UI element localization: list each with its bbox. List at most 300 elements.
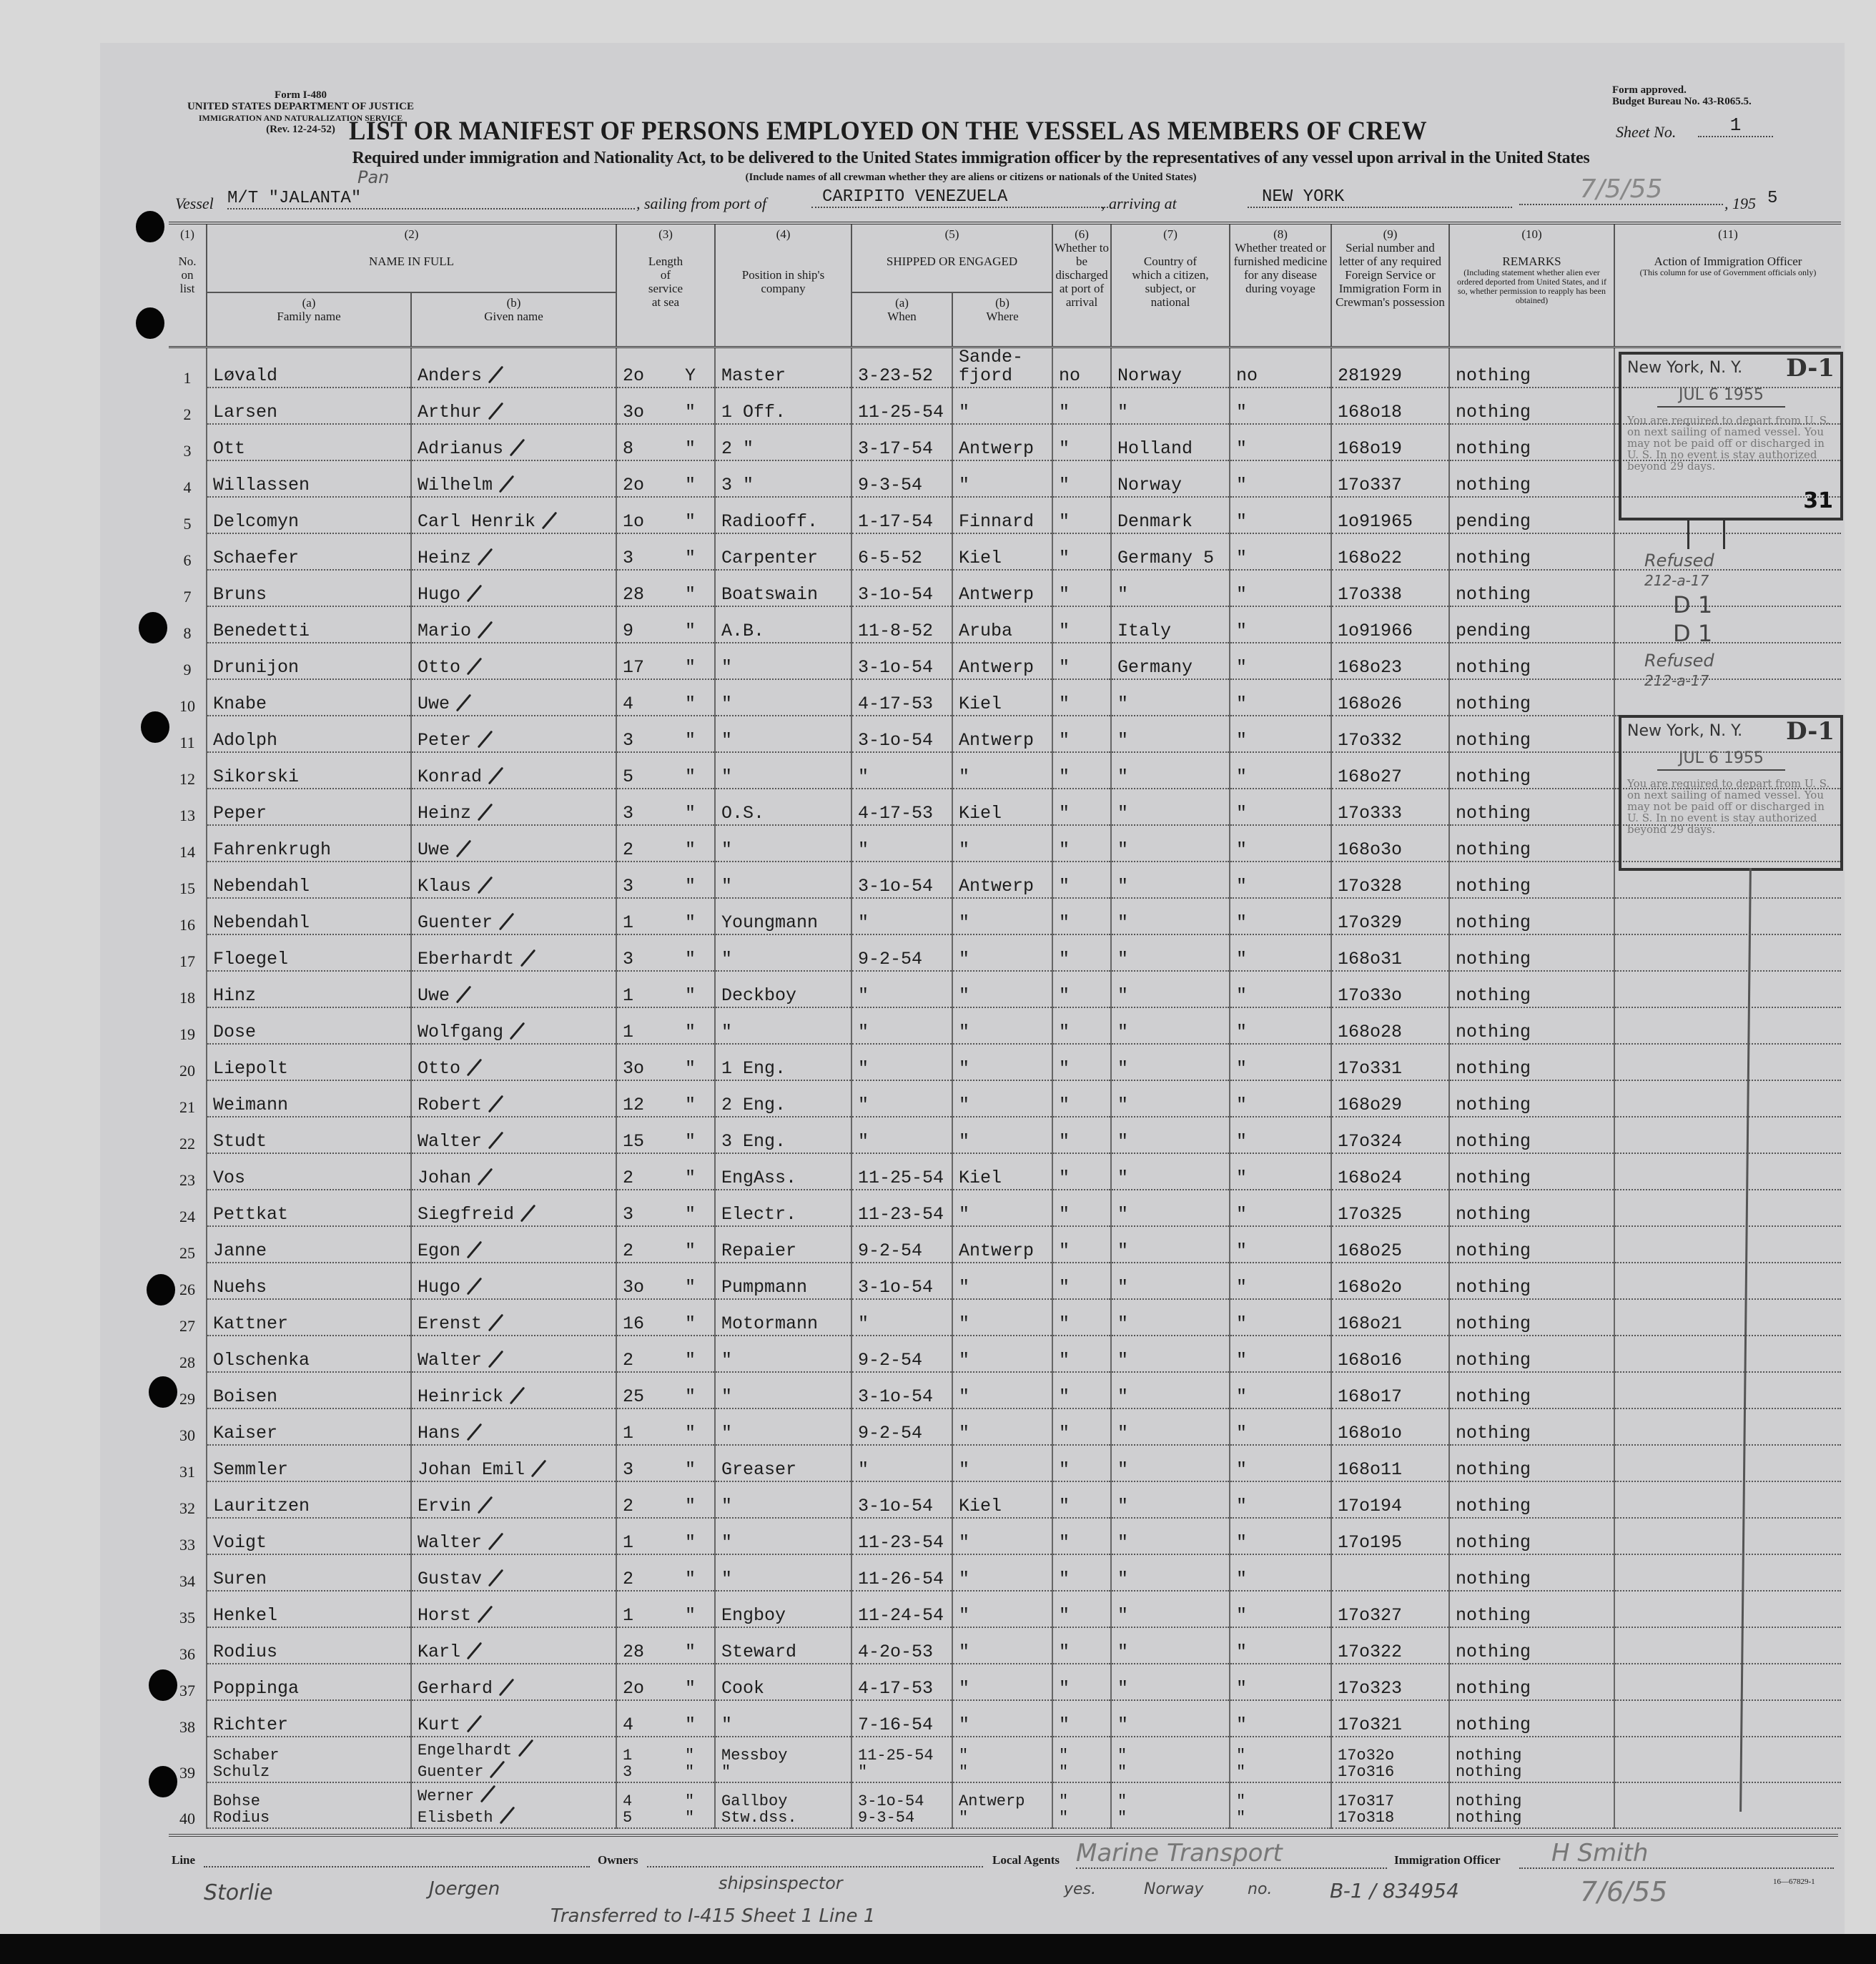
shipped-when: 11-25-54: [858, 1168, 944, 1188]
remarks: nothing: [1456, 1496, 1531, 1516]
serial-number: 168o27: [1338, 766, 1403, 787]
cell-country: [1111, 679, 1230, 716]
serial-number: 17o316: [1338, 1763, 1395, 1781]
vessel-label: Vessel: [175, 194, 214, 212]
position: ": [721, 1386, 733, 1407]
table-row: [169, 1044, 1841, 1080]
cell-position: [715, 1080, 851, 1117]
position: 1 Eng.: [721, 1058, 786, 1079]
cell-shipped-where: [952, 1700, 1052, 1737]
cell-shipped-where: [952, 1782, 1052, 1828]
instruction-note: (Include names of all crewman whether they are aliens or citizens or nationals of the United States): [745, 172, 1197, 183]
family-name: Olschenka: [213, 1350, 310, 1371]
given-name: Mario: [418, 621, 472, 641]
shipped-where: ": [959, 475, 970, 495]
cell-family-name: [207, 1263, 411, 1299]
row-number: 4: [169, 460, 207, 497]
discharged: ": [1059, 1168, 1070, 1188]
given-name: Erenst: [418, 1313, 483, 1334]
country: Norway: [1117, 475, 1183, 495]
cell-officer-action: [1614, 1554, 1841, 1591]
table-row: [169, 1336, 1841, 1372]
cell-shipped-where: [952, 643, 1052, 679]
country: ": [1117, 1277, 1129, 1298]
treated: ": [1236, 1240, 1248, 1261]
cell-country: [1111, 1591, 1230, 1627]
treated: ": [1236, 511, 1248, 532]
family-name: Studt: [213, 1131, 267, 1152]
remarks: nothing: [1456, 1423, 1531, 1444]
punch-hole: [141, 711, 169, 743]
discharged: ": [1059, 1809, 1069, 1827]
family-name: Schulz: [213, 1763, 270, 1781]
cell-shipped-where: [952, 606, 1052, 643]
shipped-when: 4-17-53: [858, 803, 934, 824]
cell-remarks: [1449, 1263, 1614, 1299]
remarks: nothing: [1456, 985, 1531, 1006]
remarks: nothing: [1456, 1022, 1531, 1042]
remarks: nothing: [1456, 1168, 1531, 1188]
position: ": [721, 694, 733, 714]
cell-shipped-when: [851, 1226, 952, 1263]
treated: ": [1236, 438, 1248, 459]
extra-position: shipsinspector: [719, 1873, 843, 1893]
treated: ": [1236, 985, 1248, 1006]
cell-family-name: [207, 825, 411, 862]
cell-shipped-where: [952, 1007, 1052, 1044]
table-row: [169, 570, 1841, 606]
cell-country: [1111, 898, 1230, 934]
cell-given-name: [411, 1372, 616, 1408]
stamp-text: You are required to depart from U. S. on next sailing of named vessel. You may not be paid off or discharged in U. S. In no event is stay authorized beyond 29 days.: [1627, 777, 1830, 836]
remarks: nothing: [1456, 548, 1531, 568]
treated: ": [1236, 1168, 1248, 1188]
cell-position: [715, 679, 851, 716]
cell-remarks: [1449, 1737, 1614, 1782]
cell-shipped-where: [952, 1481, 1052, 1518]
country: ": [1117, 949, 1129, 969]
treated: ": [1236, 402, 1248, 423]
remarks: nothing: [1456, 949, 1531, 969]
discharged: ": [1059, 1423, 1070, 1444]
given-name: Uwe: [418, 839, 450, 860]
cell-position: [715, 606, 851, 643]
treated: ": [1236, 912, 1248, 933]
row-number: 38: [169, 1700, 207, 1737]
family-name: Dose: [213, 1022, 257, 1042]
discharged: ": [1059, 548, 1070, 568]
serial-number: 17o194: [1338, 1496, 1403, 1516]
cell-shipped-where: [952, 570, 1052, 606]
cell-family-name: [207, 1481, 411, 1518]
family-name: Rodius: [213, 1642, 278, 1662]
country: ": [1117, 1809, 1127, 1827]
shipped-where: ": [959, 949, 970, 969]
cell-given-name: [411, 533, 616, 570]
check-mark-icon: [499, 1807, 515, 1825]
given-name: Heinrick: [418, 1386, 504, 1407]
shipped-when: ": [858, 912, 869, 933]
cell-country: [1111, 1445, 1230, 1481]
cell-length-of-service: [616, 1518, 715, 1554]
shipped-when: 11-23-54: [858, 1532, 944, 1553]
shipped-where: Antwerp: [959, 1240, 1035, 1261]
shipped-when: 9-2-54: [858, 949, 923, 969]
shipped-where: ": [959, 1058, 970, 1079]
table-row: [169, 1664, 1841, 1700]
check-mark-icon: [480, 1785, 496, 1803]
table-row: [169, 1627, 1841, 1664]
table-row: [169, 1080, 1841, 1117]
cell-discharged: [1052, 789, 1111, 825]
position: Stw.dss.: [721, 1809, 797, 1827]
family-name: Nebendahl: [213, 912, 310, 933]
cell-position: [715, 1153, 851, 1190]
cell-given-name: [411, 1336, 616, 1372]
position: ": [721, 1350, 733, 1371]
cell-discharged: [1052, 1226, 1111, 1263]
serial-number: 17o338: [1338, 584, 1403, 605]
table-row: [169, 1554, 1841, 1591]
punch-hole: [136, 211, 164, 242]
cell-remarks: [1449, 1518, 1614, 1554]
family-name: Løvald: [213, 365, 278, 386]
given-name: Engelhardt: [418, 1742, 513, 1760]
scan-border: [0, 1934, 1876, 1964]
service-unit: ": [685, 475, 696, 495]
shipped-when: ": [858, 985, 869, 1006]
check-mark-icon: [478, 1168, 493, 1186]
table-row: [169, 643, 1841, 679]
country: Germany: [1117, 657, 1193, 678]
cell-serial-number: [1331, 388, 1449, 424]
cell-discharged: [1052, 716, 1111, 752]
shipped-where: ": [959, 402, 970, 423]
cell-remarks: [1449, 497, 1614, 533]
cell-length-of-service: [616, 1372, 715, 1408]
cell-country: [1111, 1372, 1230, 1408]
discharged: ": [1059, 876, 1070, 897]
check-mark-icon: [467, 658, 483, 676]
cell-shipped-when: [851, 1153, 952, 1190]
position: ": [721, 1763, 731, 1781]
cell-country: [1111, 347, 1230, 388]
cell-shipped-when: [851, 1044, 952, 1080]
cell-shipped-when: [851, 347, 952, 388]
length-of-service: 5: [623, 1809, 633, 1827]
shipped-where: ": [959, 766, 970, 787]
shipped-when: ": [858, 1095, 869, 1115]
cell-given-name: [411, 1664, 616, 1700]
row-number: 35: [169, 1591, 207, 1627]
country: Germany 5: [1117, 548, 1215, 568]
shipped-when: 7-16-54: [858, 1714, 934, 1735]
cell-remarks: [1449, 460, 1614, 497]
shipped-where: Finnard: [959, 511, 1035, 532]
form-approved: Form approved.: [1612, 84, 1687, 96]
print-code: 16—67829-1: [1773, 1877, 1815, 1886]
table-row: [169, 497, 1841, 533]
length-of-service: 3: [623, 876, 634, 897]
cell-family-name: [207, 347, 411, 388]
cell-serial-number: [1331, 1554, 1449, 1591]
given-name: Werner: [418, 1787, 475, 1805]
col-length-header: (3) Length of service at sea: [616, 223, 715, 347]
family-name: Nebendahl: [213, 876, 310, 897]
position: 2 ": [721, 438, 754, 459]
table-row: [169, 789, 1841, 825]
cell-discharged: [1052, 1336, 1111, 1372]
discharged: ": [1059, 584, 1070, 605]
cell-position: [715, 388, 851, 424]
extra-given-name: Joergen: [429, 1878, 500, 1900]
length-of-service: 3o: [623, 1277, 645, 1298]
treated: ": [1236, 949, 1248, 969]
cell-position: [715, 971, 851, 1007]
table-row: [169, 1408, 1841, 1445]
treated: ": [1236, 839, 1248, 860]
position: Electr.: [721, 1204, 797, 1225]
crew-table: [169, 222, 1841, 1829]
cell-country: [1111, 1226, 1230, 1263]
family-name: Semmler: [213, 1459, 289, 1480]
cell-discharged: [1052, 971, 1111, 1007]
cell-remarks: [1449, 424, 1614, 460]
table-row: [169, 606, 1841, 643]
given-name: Elisbeth: [418, 1809, 493, 1827]
country: ": [1117, 1569, 1129, 1589]
treated: ": [1236, 1532, 1248, 1553]
annotation-refused: Refused: [1644, 551, 1714, 571]
given-name: Hugo: [418, 584, 461, 605]
check-mark-icon: [542, 512, 558, 530]
length-of-service: 15: [623, 1131, 645, 1152]
cell-family-name: [207, 1554, 411, 1591]
serial-number: 168o22: [1338, 548, 1403, 568]
cell-serial-number: [1331, 1700, 1449, 1737]
length-of-service: 16: [623, 1313, 645, 1334]
cell-remarks: [1449, 789, 1614, 825]
shipped-where: ": [959, 912, 970, 933]
cell-position: [715, 898, 851, 934]
cell-position: [715, 460, 851, 497]
cell-family-name: [207, 679, 411, 716]
country: Holland: [1117, 438, 1193, 459]
annotation-d1: D 1: [1673, 620, 1713, 647]
shipped-where: ": [959, 1204, 970, 1225]
shipped-when: ": [858, 839, 869, 860]
discharged: ": [1059, 511, 1070, 532]
cell-serial-number: [1331, 789, 1449, 825]
given-name: Wilhelm: [418, 475, 493, 495]
cell-country: [1111, 789, 1230, 825]
cell-country: [1111, 1518, 1230, 1554]
cell-shipped-when: [851, 1591, 952, 1627]
cell-family-name: [207, 1226, 411, 1263]
service-unit: ": [685, 1763, 695, 1781]
cell-length-of-service: [616, 424, 715, 460]
service-unit: ": [685, 1809, 695, 1827]
check-mark-icon: [467, 1715, 483, 1733]
cell-family-name: [207, 1445, 411, 1481]
length-of-service: 2: [623, 839, 634, 860]
shipped-where: ": [959, 1678, 970, 1699]
cell-shipped-when: [851, 1445, 952, 1481]
shipped-where: ": [959, 1532, 970, 1553]
shipped-when: ": [858, 1313, 869, 1334]
remarks: nothing: [1456, 1095, 1531, 1115]
length-of-service: 3: [623, 949, 634, 969]
serial-number: 17o328: [1338, 876, 1403, 897]
position: 1 Off.: [721, 402, 786, 423]
cell-length-of-service: [616, 388, 715, 424]
cell-shipped-when: [851, 862, 952, 898]
treated: ": [1236, 694, 1248, 714]
shipped-when: 3-1o-54: [858, 876, 934, 897]
country: ": [1117, 1423, 1129, 1444]
family-name: Weimann: [213, 1095, 289, 1115]
cell-remarks: [1449, 643, 1614, 679]
family-name: Lauritzen: [213, 1496, 310, 1516]
cell-serial-number: [1331, 1007, 1449, 1044]
given-name: Walter: [418, 1131, 483, 1152]
table-row: [169, 825, 1841, 862]
cell-family-name: [207, 1007, 411, 1044]
cell-treated: [1230, 606, 1331, 643]
discharged: ": [1059, 1095, 1070, 1115]
row-number: 37: [169, 1664, 207, 1700]
shipped-when: 11-8-52: [858, 621, 934, 641]
cell-discharged: [1052, 497, 1111, 533]
cell-treated: [1230, 1627, 1331, 1664]
cell-given-name: [411, 570, 616, 606]
cell-shipped-where: [952, 898, 1052, 934]
shipped-when: 3-17-54: [858, 438, 934, 459]
row-number: 30: [169, 1408, 207, 1445]
row-number: 21: [169, 1080, 207, 1117]
country: ": [1117, 985, 1129, 1006]
check-mark-icon: [478, 621, 493, 639]
discharged: ": [1059, 621, 1070, 641]
shipped-when: 11-25-54: [858, 1747, 934, 1765]
remarks: nothing: [1456, 657, 1531, 678]
cell-serial-number: [1331, 1737, 1449, 1782]
row-number: 25: [169, 1226, 207, 1263]
shipped-where: ": [959, 1763, 969, 1781]
given-name: Peter: [418, 730, 472, 751]
country: ": [1117, 1763, 1127, 1781]
cell-remarks: [1449, 1627, 1614, 1664]
service-unit: ": [685, 1605, 696, 1626]
serial-number: 17o33o: [1338, 985, 1403, 1006]
cell-treated: [1230, 1664, 1331, 1700]
cell-shipped-where: [952, 1263, 1052, 1299]
cell-family-name: [207, 1080, 411, 1117]
cell-position: [715, 570, 851, 606]
length-of-service: 1: [623, 1532, 634, 1553]
remarks: nothing: [1456, 1277, 1531, 1298]
cell-family-name: [207, 1627, 411, 1664]
given-name: Ervin: [418, 1496, 472, 1516]
row-number: 2: [169, 388, 207, 424]
family-name: Fahrenkrugh: [213, 839, 332, 860]
check-mark-icon: [467, 1059, 483, 1077]
check-mark-icon: [467, 1423, 483, 1441]
year-label: , 195: [1724, 194, 1756, 212]
treated: ": [1236, 1058, 1248, 1079]
cell-given-name: [411, 934, 616, 971]
table-row: [169, 424, 1841, 460]
cell-serial-number: [1331, 1263, 1449, 1299]
cell-given-name: [411, 1627, 616, 1664]
length-of-service: 3o: [623, 402, 645, 423]
given-name: Kurt: [418, 1714, 461, 1735]
given-name: Karl: [418, 1642, 461, 1662]
row-number: 19: [169, 1007, 207, 1044]
treated: ": [1236, 1204, 1248, 1225]
serial-number: 168o3o: [1338, 839, 1403, 860]
cell-shipped-when: [851, 1117, 952, 1153]
cell-officer-action: [1614, 1700, 1841, 1737]
country: ": [1117, 1313, 1129, 1334]
check-mark-icon: [488, 1132, 504, 1150]
family-name: Boisen: [213, 1386, 278, 1407]
discharged: ": [1059, 803, 1070, 824]
discharged: ": [1059, 1678, 1070, 1699]
cell-family-name: [207, 1153, 411, 1190]
shipped-when: ": [858, 1459, 869, 1480]
position: Gallboy: [721, 1792, 788, 1810]
cell-discharged: [1052, 1554, 1111, 1591]
length-of-service: 1o: [623, 511, 645, 532]
service-unit: ": [685, 1095, 696, 1115]
discharged: ": [1059, 1459, 1070, 1480]
country: ": [1117, 1240, 1129, 1261]
cell-family-name: [207, 1664, 411, 1700]
treated: ": [1236, 1095, 1248, 1115]
length-of-service: 17: [623, 657, 645, 678]
check-mark-icon: [478, 1496, 493, 1514]
serial-number: 168o17: [1338, 1386, 1403, 1407]
annotation-d1: D 1: [1673, 591, 1713, 618]
country: ": [1117, 1168, 1129, 1188]
cell-officer-action: [1614, 1408, 1841, 1445]
shipped-when: ": [858, 1058, 869, 1079]
service-unit: ": [685, 1240, 696, 1261]
given-name: Robert: [418, 1095, 483, 1115]
cell-length-of-service: [616, 1591, 715, 1627]
row-number: 15: [169, 862, 207, 898]
extra-country: Norway: [1144, 1880, 1204, 1898]
cell-given-name: [411, 1117, 616, 1153]
cell-officer-action: [1614, 1372, 1841, 1408]
shipped-where: ": [959, 1277, 970, 1298]
cell-given-name: [411, 1190, 616, 1226]
cell-shipped-where: [952, 460, 1052, 497]
cell-position: [715, 1408, 851, 1445]
cell-length-of-service: [616, 1481, 715, 1518]
serial-number: 168o11: [1338, 1459, 1403, 1480]
cell-treated: [1230, 752, 1331, 789]
country: ": [1117, 1678, 1129, 1699]
cell-discharged: [1052, 825, 1111, 862]
cell-officer-action: [1614, 1226, 1841, 1263]
family-name: Vos: [213, 1168, 246, 1188]
cell-discharged: [1052, 1700, 1111, 1737]
family-name: Willassen: [213, 475, 310, 495]
cell-length-of-service: [616, 1782, 715, 1828]
cell-given-name: [411, 1153, 616, 1190]
